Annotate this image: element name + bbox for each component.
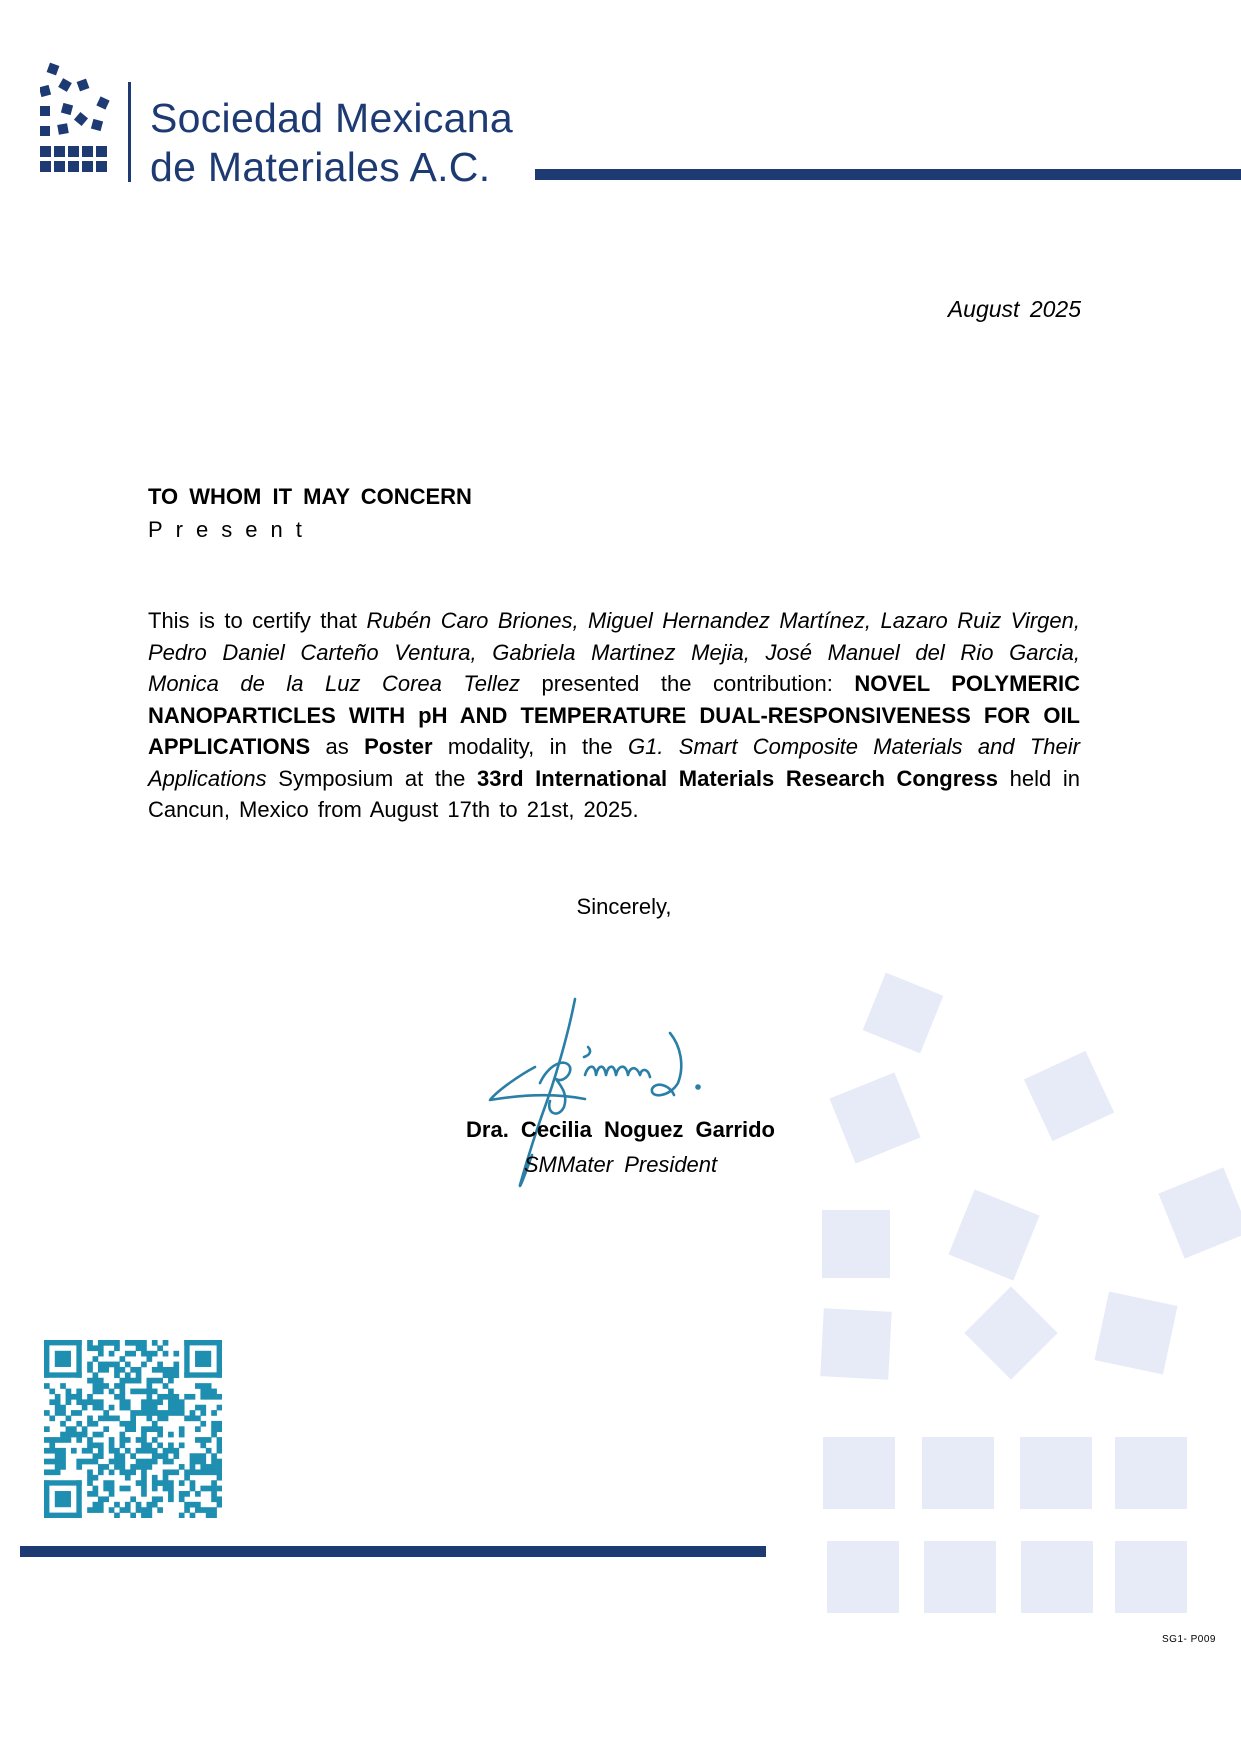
footer-rule bbox=[20, 1546, 766, 1557]
signer-name: Dra. Cecilia Noguez Garrido bbox=[466, 1117, 775, 1142]
symposium-name: G1. Smart Composite Materials and Their Applications bbox=[148, 734, 1080, 791]
authors-list: Rubén Caro Briones, Miguel Hernandez Martínez, Lazaro Ruiz Virgen, Pedro Daniel Carteño Ventura, Gabriela Martinez Mejia, José Manuel del Rio Garcia, Monica de la Luz Corea Tellez bbox=[148, 608, 1080, 696]
contribution-prefix: presented the contribution: bbox=[520, 671, 855, 696]
closing-text-sincerely: Sincerely, bbox=[576, 894, 672, 919]
header-rule bbox=[535, 169, 1241, 180]
closing-line bbox=[0, 894, 1241, 920]
org-name-line2: de Materiales A.C. bbox=[150, 144, 491, 190]
modality: Poster bbox=[364, 734, 433, 759]
organization-name bbox=[150, 94, 513, 192]
logo-mark-icon bbox=[40, 62, 130, 188]
contribution-title: NOVEL POLYMERIC NANOPARTICLES WITH pH AND TEMPERATURE DUAL-RESPONSIVENESS FOR OIL APPLICATIONS bbox=[148, 671, 1080, 759]
certificate-body bbox=[148, 605, 1080, 826]
closing-text: held in Cancun, Mexico from August 17th to 21st, 2025. bbox=[148, 765, 1080, 822]
present-line: Present bbox=[148, 517, 315, 542]
congress-name: 33rd International Materials Research Congress bbox=[477, 765, 998, 791]
logo-divider bbox=[128, 82, 131, 182]
modality-suffix: modality, in the bbox=[432, 734, 628, 759]
as-text: as bbox=[310, 734, 365, 759]
salutation: TO WHOM IT MAY CONCERN bbox=[148, 484, 472, 509]
signer-title: SMMater President bbox=[523, 1152, 718, 1177]
org-name-line1: Sociedad Mexicana bbox=[150, 95, 513, 141]
document-date: August 2025 bbox=[947, 296, 1081, 322]
qr-code-icon[interactable] bbox=[44, 1340, 222, 1518]
symposium-suffix: Symposium at the bbox=[266, 765, 478, 791]
decorative-squares bbox=[815, 970, 1241, 1620]
reference-code: SG1- P009 bbox=[1162, 1634, 1216, 1645]
body-intro: This is to certify that bbox=[148, 608, 367, 633]
